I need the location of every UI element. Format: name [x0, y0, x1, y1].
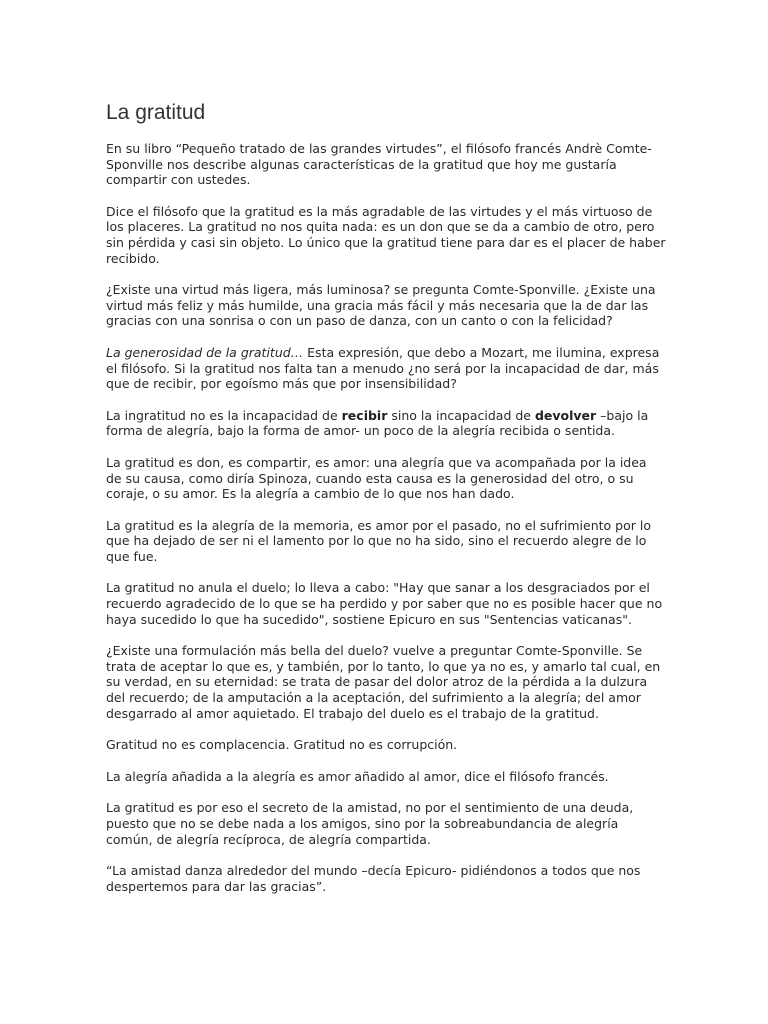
paragraph-text: La gratitud no anula el duelo; lo lleva a cabo: "Hay que sanar a los desgraciados por el recuerdo agradecido de lo que se ha perdido y por saber que no es posible hacer que no haya sucedido lo que ha sucedido", sostiene Epicuro en sus "Sentencias vaticanas". — [106, 580, 663, 627]
paragraph-memory — [106, 518, 666, 565]
paragraph-text: –bajo la forma de alegría, bajo la forma de amor- un poco de la alegría recibida o sentida. — [106, 407, 649, 439]
paragraph-ingratitude — [106, 408, 666, 439]
paragraph-joy-love — [106, 769, 666, 785]
paragraph-complacency — [106, 737, 666, 753]
italic-quote: La generosidad de la gratitud… — [106, 344, 304, 360]
paragraph-text: Gratitud no es complacencia. Gratitud no es corrupción. — [106, 737, 458, 753]
paragraph-text: ¿Existe una formulación más bella del duelo? vuelve a preguntar Comte-Sponville. Se trata de aceptar lo que es, y también, por lo tanto, lo que ya no es, y amarlo tal cual, en su verdad, en su eternidad: se trata de pasar del dolor atroz de la pérdida a la dulzura del recuerdo; de la amputación a la aceptación, del sufrimiento a la alegría; del amor desgarrado al amor aquietado. El trabajo del duelo es el trabajo de la gratitud. — [106, 643, 661, 721]
paragraph-text: ¿Existe una virtud más ligera, más luminosa? se pregunta Comte-Sponville. ¿Existe una virtud más feliz y más humilde, una gracia más fácil y más necesaria que la de dar las gracias con una sonrisa o con un paso de danza, con un canto o con la felicidad? — [106, 282, 656, 329]
document-body — [106, 141, 666, 910]
paragraph-formulation — [106, 643, 666, 721]
paragraph-closing-quote — [106, 863, 666, 894]
paragraph-text: La alegría añadida a la alegría es amor añadido al amor, dice el filósofo francés. — [106, 768, 609, 784]
paragraph-spinoza — [106, 455, 666, 502]
paragraph-text: Esta expresión, que debo a Mozart, me ilumina, expresa el filósofo. Si la gratitud nos falta tan a menudo ¿no será por la incapacidad de dar, más que de recibir, por egoísmo más que por insensibilidad? — [106, 344, 660, 392]
paragraph-text: La gratitud es don, es compartir, es amor: una alegría que va acompañada por la idea de su causa, como diría Spinoza, cuando esta causa es la generosidad del otro, o su coraje, o su amor. Es la alegría a cambio de lo que nos han dado. — [106, 454, 647, 502]
paragraph-text: “La amistad danza alrededor del mundo –decía Epicuro- pidiéndonos a todos que nos despertemos para dar las gracias”. — [106, 863, 641, 894]
bold-term-recibir: recibir — [341, 407, 388, 423]
paragraph-virtue-question — [106, 282, 666, 329]
paragraph-epicuro-duelo — [106, 580, 666, 627]
paragraph-text: Dice el filósofo que la gratitud es la más agradable de las virtudes y el más virtuoso de los placeres. La gratitud no nos quita nada: es un don que se da a cambio de otro, pero sin pérdida y casi sin objeto. Lo único que la gratitud tiene para dar es el placer de haber recibido. — [106, 203, 666, 266]
paragraph-text: sino la incapacidad de — [387, 407, 535, 423]
paragraph-pleasure — [106, 204, 666, 266]
paragraph-text: En su libro “Pequeño tratado de las grandes virtudes”, el filósofo francés Andrè Comte-Sponville nos describe algunas características de la gratitud que hoy me gustaría compartir con ustedes. — [106, 141, 652, 188]
paragraph-friendship — [106, 800, 666, 847]
document-title: La gratitud — [106, 101, 206, 124]
paragraph-text: La gratitud es por eso el secreto de la amistad, no por el sentimiento de una deuda, puesto que no se debe nada a los amigos, sino por la sobreabundancia de alegría común, de alegría recíproca, de alegría compartida. — [106, 800, 634, 847]
paragraph-intro — [106, 141, 666, 188]
bold-term-devolver: devolver — [534, 407, 597, 423]
paragraph-text: La ingratitud no es la incapacidad de — [106, 407, 342, 423]
paragraph-text: La gratitud es la alegría de la memoria, es amor por el pasado, no el sufrimiento por lo que ha dejado de ser ni el lamento por lo que no ha sido, sino el recuerdo alegre de lo que fue. — [106, 517, 651, 564]
paragraph-generosity — [106, 345, 666, 392]
